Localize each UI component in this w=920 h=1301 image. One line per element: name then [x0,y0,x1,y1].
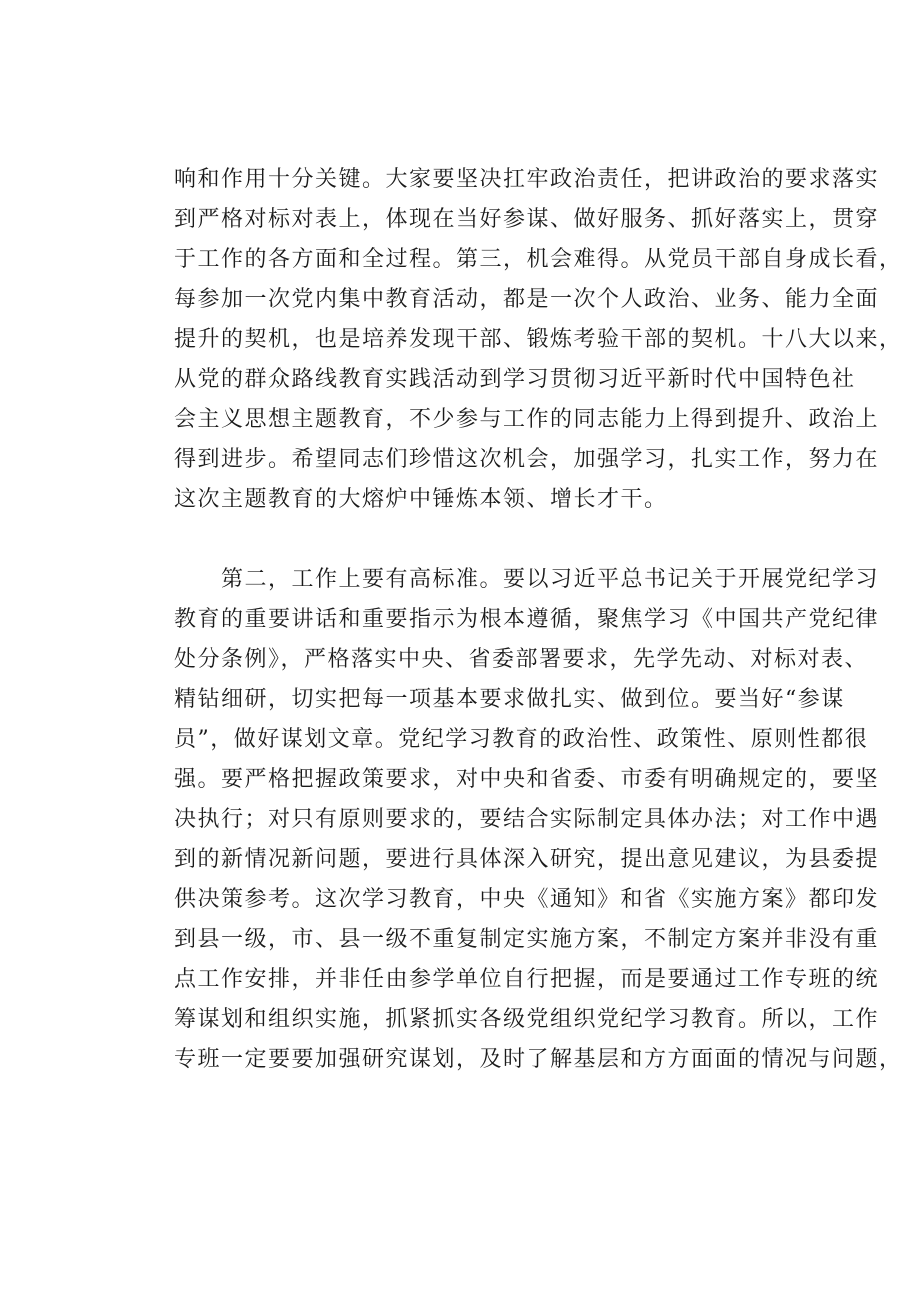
paragraph-2 [174,560,903,1080]
text-line: 到的新情况新问题，要进行具体深入研究，提出意见建议，为县委提 [174,847,880,872]
text-line: 处分条例》，严格落实中央、省委部署要求，先学先动、对标对表、 [174,647,869,672]
text-line: 于工作的各方面和全过程。第三，机会难得。从党员干部自身成长看， [174,247,903,272]
text-line: 得到进步。希望同志们珍惜这次机会，加强学习，扎实工作，努力在 [174,447,880,472]
text-line: 到严格对标对表上，体现在当好参谋、做好服务、抓好落实上，贯穿 [174,207,880,232]
text-line: 到县一级，市、县一级不重复制定实施方案，不制定方案并非没有重 [174,927,880,952]
text-line: 会主义思想主题教育，不少参与工作的同志能力上得到提升、政治上 [174,407,880,432]
text-line: 点工作安排，并非任由参学单位自行把握，而是要通过工作专班的统 [174,967,880,992]
text-line: 员”，做好谋划文章。党纪学习教育的政治性、政策性、原则性都很 [174,727,869,752]
text-line: 从党的群众路线教育实践活动到学习贯彻习近平新时代中国特色社 [174,367,856,392]
text-line: 每参加一次党内集中教育活动，都是一次个人政治、业务、能力全面 [174,287,880,312]
text-line: 供决策参考。这次学习教育，中央《通知》和省《实施方案》都印发 [174,887,880,912]
text-line: 精钻细研，切实把每一项基本要求做扎实、做到位。要当好“参谋 [174,687,845,712]
text-line: 强。要严格把握政策要求，对中央和省委、市委有明确规定的，要坚 [174,767,880,792]
text-line: 决执行；对只有原则要求的，要结合实际制定具体办法；对工作中遇 [174,807,880,832]
text-line: 筹谋划和组织实施，抓紧抓实各级党组织党纪学习教育。所以，工作 [174,1007,880,1032]
text-line: 专班一定要要加强研究谋划，及时了解基层和方方面面的情况与问题， [174,1047,903,1072]
text-line: 这次主题教育的大熔炉中锤炼本领、增长才干。 [174,487,668,512]
text-line: 响和作用十分关键。大家要坚决扛牢政治责任，把讲政治的要求落实 [174,167,880,192]
paragraph-1 [174,160,903,520]
text-line: 第二，工作上要有高标准。要以习近平总书记关于开展党纪学习 [174,567,880,592]
text-line: 提升的契机，也是培养发现干部、锻炼考验干部的契机。十八大以来， [174,327,903,352]
text-line: 教育的重要讲话和重要指示为根本遵循，聚焦学习《中国共产党纪律 [174,607,880,632]
